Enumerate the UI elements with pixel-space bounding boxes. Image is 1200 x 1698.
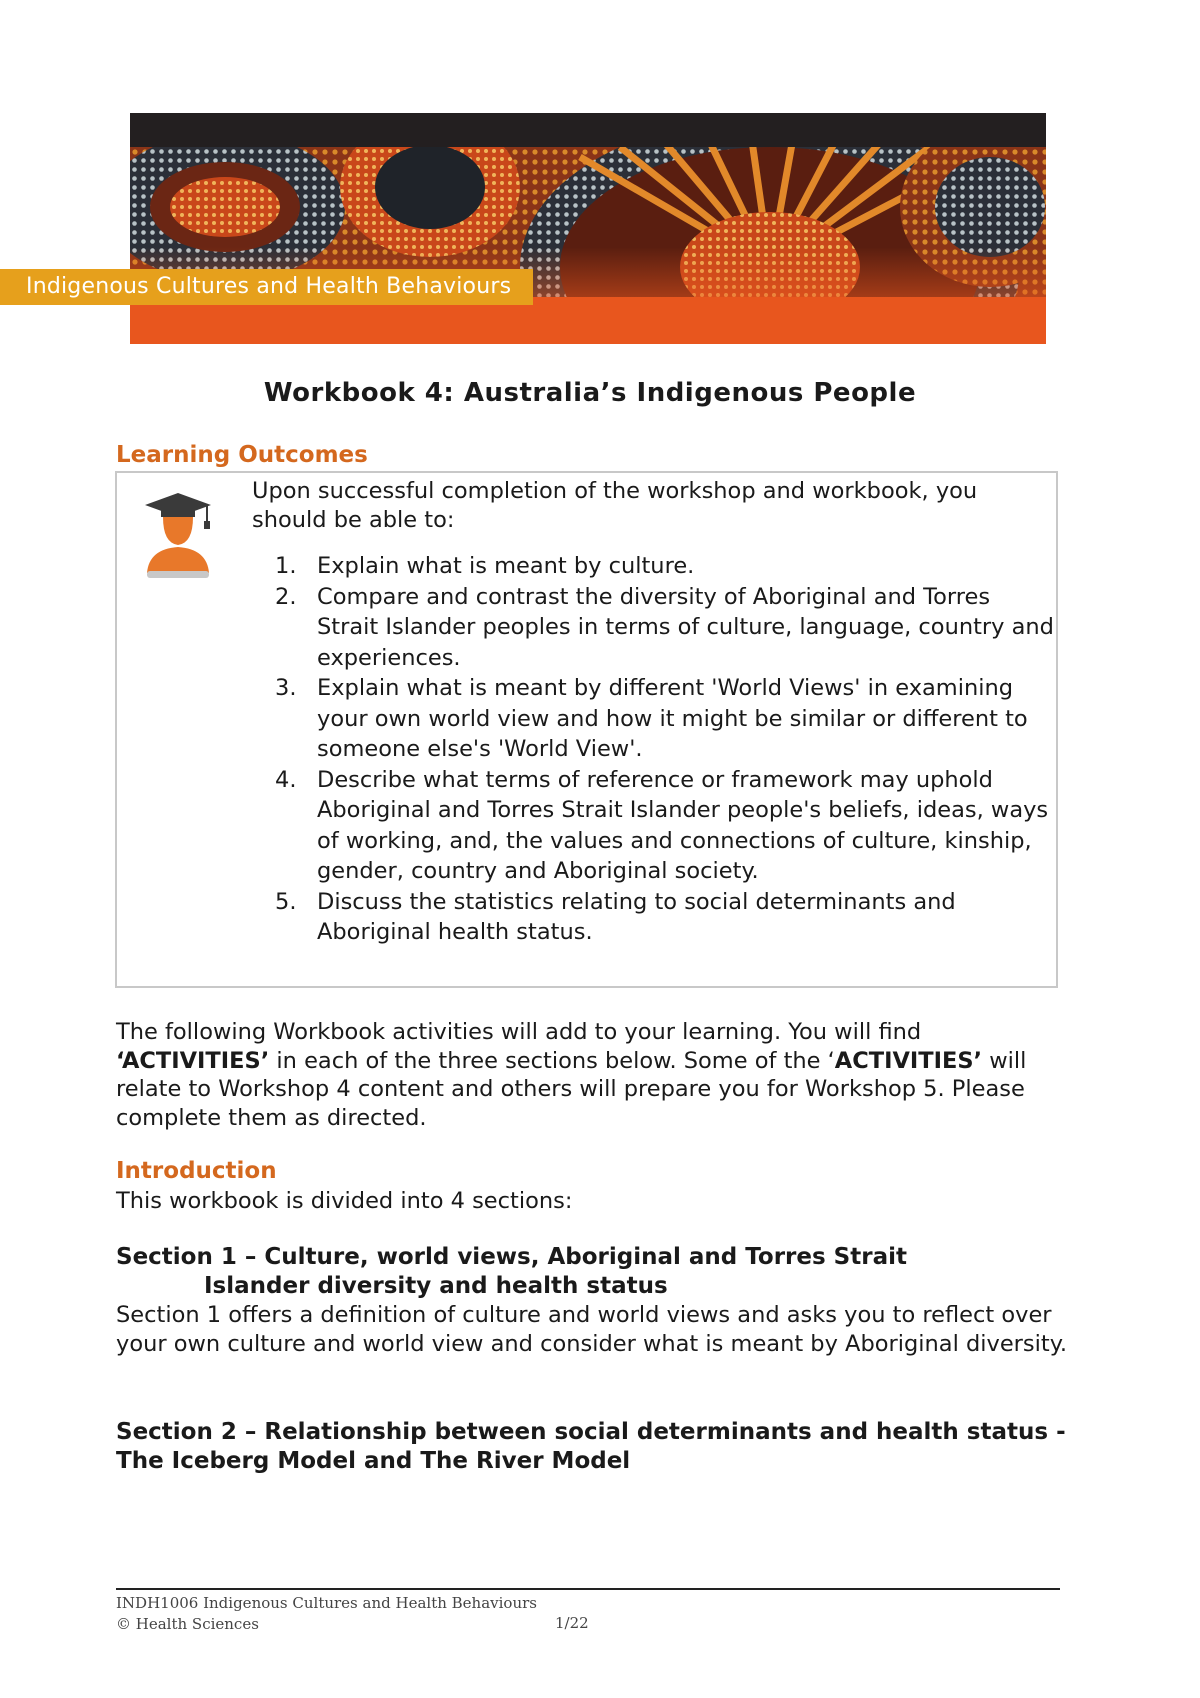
section-1-text: Section 1 offers a definition of culture and world views and asks you to reflect over your own culture and world view and consider what is meant by Aboriginal diversity.: [116, 1302, 1067, 1357]
learning-outcomes-intro: Upon successful completion of the workshop and workbook, you should be able to:: [252, 478, 978, 533]
learning-outcomes-heading: Learning Outcomes: [116, 442, 368, 468]
page-number: 1/22: [555, 1614, 589, 1632]
page-title: Workbook 4: Australia’s Indigenous People: [263, 378, 917, 408]
list-item: 2. Compare and contrast the diversity of Aboriginal and Torres Strait Islander peoples in terms of culture, language, country and experiences.: [275, 583, 1054, 671]
footer-copyright: © Health Sciences: [116, 1615, 259, 1633]
section-1-heading: Section 1 – Culture, world views, Aboriginal and Torres Strait Islander diversity and health status: [116, 1244, 907, 1299]
section-2-heading: Section 2 – Relationship between social determinants and health status - The Iceberg Model and The River Model: [116, 1419, 1066, 1474]
footer-course: INDH1006 Indigenous Cultures and Health Behaviours: [116, 1594, 537, 1612]
list-item: 5. Discuss the statistics relating to social determinants and Aboriginal health status.: [275, 888, 956, 945]
banner-top-bar: [130, 113, 1046, 147]
banner-course-label: Indigenous Cultures and Health Behaviours: [0, 269, 533, 305]
graduate-icon: [143, 491, 213, 579]
list-item: 4. Describe what terms of reference or framework may uphold Aboriginal and Torres Strait Islander people's beliefs, ideas, ways of working, and, the values and connections of culture, kinship, gender, country and Aboriginal society.: [275, 766, 1049, 884]
learning-outcomes-list: [275, 551, 1055, 948]
introduction-text: This workbook is divided into 4 sections:: [116, 1188, 573, 1214]
footer-divider: [116, 1588, 1060, 1590]
list-item: 3. Explain what is meant by different 'World Views' in examining your own world view and how it might be similar or different to someone else's 'World View'.: [275, 675, 1028, 762]
list-item: 1. Explain what is meant by culture.: [275, 553, 695, 579]
aboriginal-dot-art-image: [130, 147, 1046, 344]
learning-outcomes-box: [115, 471, 1058, 988]
activities-paragraph: The following Workbook activities will add to your learning. You will find ‘ACTIVITIES’ in each of the three sections below. Some of the ‘ACTIVITIES’ will relate to Workshop 4 content and others will prepare you for Workshop 5. Please complete them as directed.: [116, 1019, 1027, 1131]
header-banner: [130, 113, 1046, 344]
introduction-heading: Introduction: [116, 1158, 277, 1184]
footer: [116, 1593, 537, 1635]
